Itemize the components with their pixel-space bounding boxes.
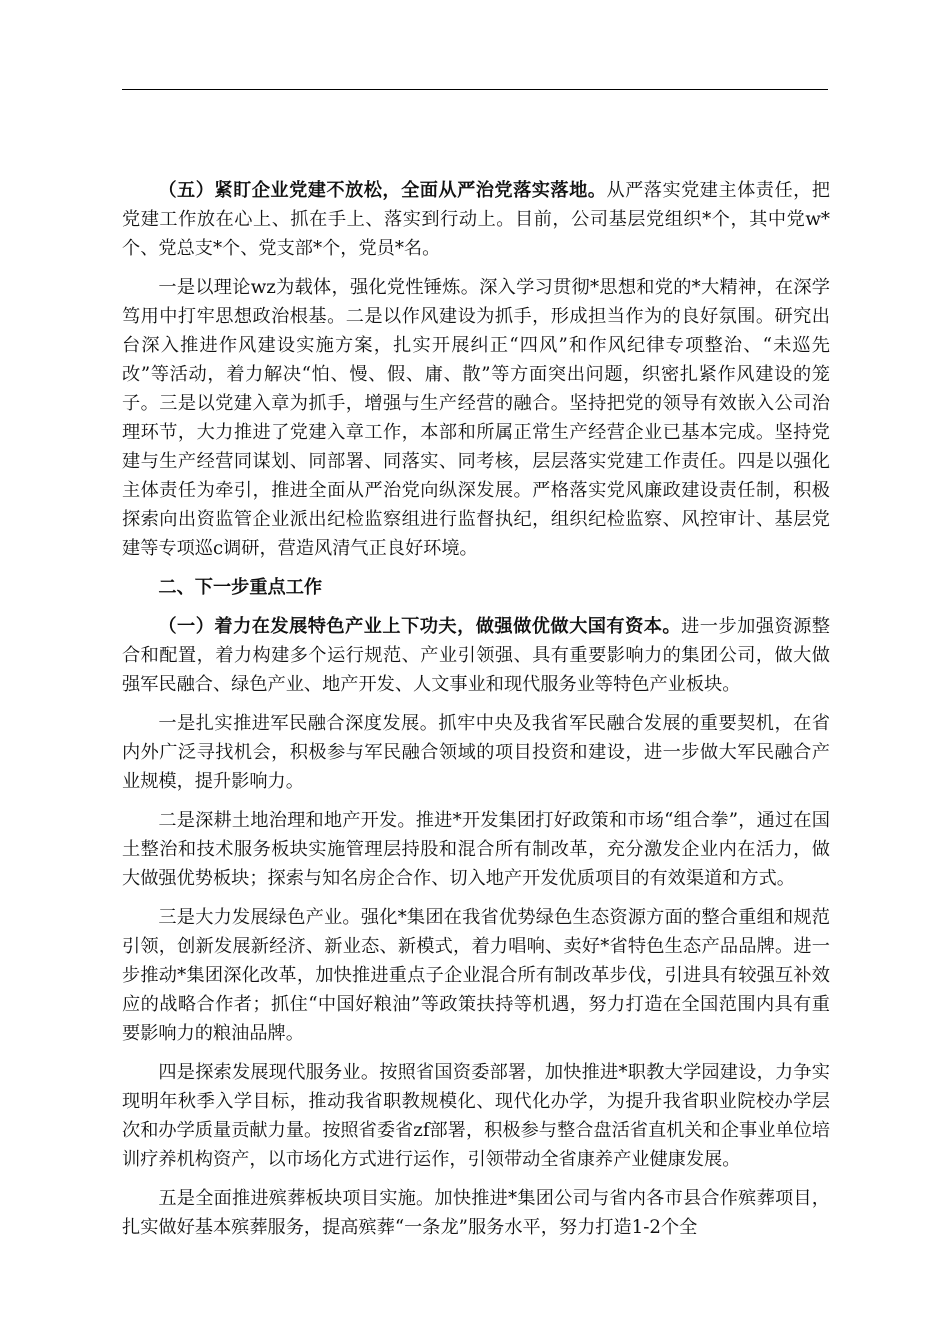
paragraph-land-realestate xyxy=(122,806,830,893)
paragraph-green-industry xyxy=(122,903,830,1048)
paragraph-text: 一是以理论wz为载体，强化党性锤炼。深入学习贯彻*思想和党的*大精神，在深学笃用中打牢思想政治根基。二是以作风建设为抓手，形成担当作为的良好氛围。研究出台深入推进作风建设实施方案，扎实开展纠正“四风”和作风纪律专项整治、“未巡先改”等活动，着力解决“怕、慢、假、庸、散”等方面突出问题，织密扎紧作风建设的笼子。三是以党建入章为抓手，增强与生产经营的融合。坚持把党的领导有效嵌入公司治理环节，大力推进了党建入章工作，本部和所属正常生产经营企业已基本完成。坚持党建与生产经营同谋划、同部署、同落实、同考核，层层落实党建工作责任。四是以强化主体责任为牵引，推进全面从严治党向纵深发展。严格落实党风廉政建设责任制，积极探索向出资监管企业派出纪检监察组进行监督执纪，组织纪检监察、风控审计、基层党建等专项巡c调研，营造风清气正良好环境。 xyxy=(122,277,830,559)
paragraph-lead: （五）紧盯企业党建不放松，全面从严治党落实落地。 xyxy=(158,180,607,201)
paragraph-funeral-services xyxy=(122,1184,830,1242)
paragraph-text: 从严落实党建主体责任，把党建工作放在心上、抓在手上、落实到行动上。目前，公司基层党组织*个，其中党w*个、党总支*个、党支部*个，党员*名。 xyxy=(122,180,830,259)
paragraph-text: 进一步加强资源整合和配置，着力构建多个运行规范、产业引领强、具有重要影响力的集团公司，做大做强军民融合、绿色产业、地产开发、人文事业和现代服务业等特色产业板块。 xyxy=(122,616,830,695)
paragraph-text: 四是探索发展现代服务业。按照省国资委部署，加快推进*职教大学园建设，力争实现明年秋季入学目标，推动我省职教规模化、现代化办学，为提升我省职业院校办学层次和办学质量贡献力量。按照省委省zf部署，积极参与整合盘活省直机关和企事业单位培训疗养机构资产，以市场化方式进行运作，引领带动全省康养产业健康发展。 xyxy=(122,1062,830,1170)
paragraph-text: 三是大力发展绿色产业。强化*集团在我省优势绿色生态资源方面的整合重组和规范引领，创新发展新经济、新业态、新模式，着力唱响、卖好*省特色生态产品品牌。进一步推动*集团深化改革，加快推进重点子企业混合所有制改革步伐，引进具有较强互补效应的战略合作者；抓住“中国好粮油”等政策扶持等机遇，努力打造在全国范围内具有重要影响力的粮油品牌。 xyxy=(122,907,830,1044)
paragraph-lead: （一）着力在发展特色产业上下功夫，做强做优做大国有资本。 xyxy=(158,616,682,637)
document-body xyxy=(122,176,830,1252)
paragraph-text: 五是全面推进殡葬板块项目实施。加快推进*集团公司与省内各市县合作殡葬项目，扎实做好基本殡葬服务，提高殡葬“一条龙”服务水平，努力打造1-2个全 xyxy=(122,1188,830,1238)
paragraph-text: 一是扎实推进军民融合深度发展。抓牢中央及我省军民融合发展的重要契机，在省内外广泛寻找机会，积极参与军民融合领域的项目投资和建设，进一步做大军民融合产业规模，提升影响力。 xyxy=(122,713,830,792)
paragraph-party-building xyxy=(122,176,830,263)
header-rule xyxy=(122,89,828,90)
paragraph-party-measures xyxy=(122,273,830,563)
paragraph-military-civil xyxy=(122,709,830,796)
paragraph-special-industries xyxy=(122,612,830,699)
paragraph-text: 二是深耕土地治理和地产开发。推进*开发集团打好政策和市场“组合拳”，通过在国土整治和技术服务板块实施管理层持股和混合所有制改革，充分激发企业内在活力，做大做强优势板块；探索与知名房企合作、切入地产开发优质项目的有效渠道和方式。 xyxy=(122,810,830,889)
paragraph-modern-services xyxy=(122,1058,830,1174)
section-heading-next-steps: 二、下一步重点工作 xyxy=(158,577,323,598)
